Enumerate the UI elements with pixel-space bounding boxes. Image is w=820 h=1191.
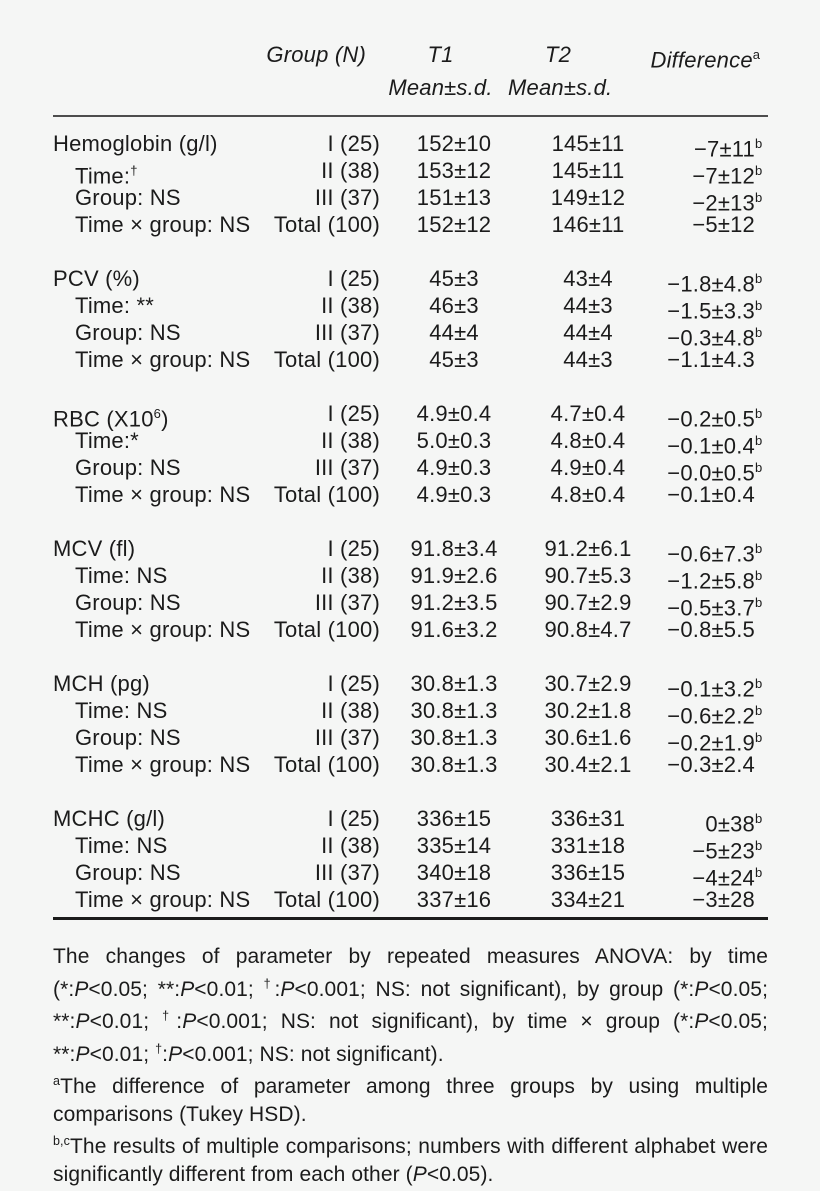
parameter-label-cell: Time × group: NS: [75, 212, 251, 237]
table-row: [53, 805, 768, 837]
t1-mean-sd-cell: 91.8±3.4: [410, 536, 498, 561]
difference-superscript-slot: b: [755, 838, 763, 853]
t2-mean-sd-cell: 331±18: [550, 833, 626, 858]
parameter-label-cell: RBC $(X10^6)$: [53, 406, 169, 432]
table-row: [53, 157, 768, 189]
t2-mean-sd-cell: 149±12: [550, 185, 626, 210]
t2-mean-sd-cell: 44±4: [563, 320, 613, 345]
table-row: [53, 751, 768, 778]
t2-mean-sd-cell: 145±11: [551, 131, 625, 156]
t1-mean-sd-cell: 30.8±1.3: [410, 671, 498, 696]
t1-mean-sd-cell: 4.9±0.3: [416, 455, 492, 480]
group-n-cell: II (38): [321, 293, 380, 318]
parameter-label-cell: Time × group: NS: [75, 347, 251, 372]
group-n-cell: I (25): [327, 131, 380, 156]
difference-superscript-slot: b: [755, 190, 763, 205]
difference-value: −7±11: [694, 136, 755, 162]
group-n-cell: III (37): [314, 320, 380, 345]
footnote-paragraph: The changes of parameter by repeated measures ANOVA: by time (*:P<0.05; **:P<0.01; †:P<0.001; NS: not significant), by group (*:P<0.05; **:P<0.01; †:P<0.001; NS: not significant), by time × group (*:P<0.05; **:P<0.01; †:P<0.001; NS: not significant).: [53, 945, 769, 1066]
t1-mean-sd-cell: 151±13: [416, 185, 492, 210]
difference-header-superscript: a: [752, 47, 760, 62]
difference-value: −1.8±4.8: [667, 271, 755, 297]
table-row: [53, 562, 768, 594]
table-row: [53, 886, 768, 913]
difference-superscript-slot: b: [755, 460, 763, 475]
difference-superscript-slot: b: [755, 865, 763, 880]
difference-value: −1.1±4.3: [667, 347, 755, 372]
table-row: [53, 859, 768, 891]
parameter-label-cell: Time × group: NS: [75, 887, 251, 912]
t2-mean-sd-cell: 336±31: [550, 806, 626, 831]
t2-mean-sd-cell: 334±21: [550, 887, 626, 912]
group-n-cell: III (37): [314, 725, 380, 750]
table-header-row-1: [53, 41, 768, 73]
difference-superscript-slot: b: [755, 298, 763, 313]
parameter-label-cell: MCHC (g/l): [53, 806, 165, 831]
difference-cell: [648, 616, 768, 643]
difference-superscript-slot: b: [755, 271, 763, 286]
table-row: [53, 184, 768, 216]
parameter-section: [53, 400, 768, 508]
table-row: [53, 535, 768, 567]
t1-mean-sd-cell: 45±3: [429, 347, 479, 372]
parameter-label-cell: Hemoglobin (g/l): [53, 131, 218, 156]
t1-mean-sd-cell: 91.9±2.6: [410, 563, 498, 588]
difference-superscript-slot: b: [755, 568, 763, 583]
t2-mean-sd-cell: 91.2±6.1: [544, 536, 632, 561]
difference-superscript-slot: b: [755, 136, 763, 151]
difference-value: −2±13: [692, 190, 755, 216]
difference-value: −0.3±2.4: [667, 752, 755, 777]
difference-header-label: Difference: [650, 47, 753, 73]
difference-value: −0.2±0.5: [667, 406, 755, 432]
difference-superscript-slot: b: [755, 163, 763, 178]
t2-mean-sd-cell: 90.7±2.9: [544, 590, 632, 615]
table-row: [53, 292, 768, 324]
column-header-t1: T1: [427, 42, 454, 67]
group-n-cell: I (25): [327, 536, 380, 561]
difference-value: −0.1±0.4: [667, 433, 755, 459]
parameter-label-cell: Group: NS: [75, 590, 181, 615]
difference-value: 0±38: [705, 811, 755, 837]
parameter-label-cell: Time:*: [75, 428, 139, 453]
t2-mean-sd-cell: 336±15: [550, 860, 626, 885]
parameter-label-cell: Group: NS: [75, 860, 181, 885]
group-n-cell: III (37): [314, 185, 380, 210]
table-row: [53, 481, 768, 508]
parameter-label-cell: Time: NS: [75, 563, 168, 588]
difference-value: −1.2±5.8: [667, 568, 755, 594]
difference-superscript-slot: b: [755, 730, 763, 745]
parameter-label-cell: Time: NS: [75, 698, 168, 723]
t2-mean-sd-cell: 4.8±0.4: [550, 428, 626, 453]
t1-mean-sd-cell: 152±12: [416, 212, 492, 237]
group-n-cell: Total (100): [273, 212, 380, 237]
difference-superscript-slot: b: [755, 811, 763, 826]
group-n-cell: Total (100): [273, 887, 380, 912]
t1-mean-sd-cell: 5.0±0.3: [416, 428, 492, 453]
t2-mean-sd-cell: 4.8±0.4: [550, 482, 626, 507]
parameter-label-cell: MCV (fl): [53, 536, 136, 561]
t1-mean-sd-cell: 4.9±0.4: [416, 401, 492, 426]
t2-mean-sd-cell: 145±11: [551, 158, 625, 183]
group-n-cell: I (25): [327, 266, 380, 291]
difference-cell: [648, 886, 768, 913]
parameter-label-cell: Time: **: [75, 293, 155, 318]
group-n-cell: I (25): [327, 806, 380, 831]
parameter-label-cell: PCV (%): [53, 266, 140, 291]
difference-value: −4±24: [692, 865, 755, 891]
parameter-label-cell: Group: NS: [75, 725, 181, 750]
parameter-section: [53, 535, 768, 643]
group-n-cell: Total (100): [273, 482, 380, 507]
t2-mean-sd-cell: 44±3: [563, 347, 613, 372]
t1-mean-sd-cell: 4.9±0.3: [416, 482, 492, 507]
footnote-paragraph: $^a$The difference of parameter among three groups by using multiple comparisons (Tukey HSD).: [53, 1074, 768, 1126]
table-row: [53, 697, 768, 729]
parameter-label-cell: MCH (pg): [53, 671, 150, 696]
difference-value: −0.6±2.2: [667, 703, 755, 729]
t2-mean-sd-cell: 4.7±0.4: [550, 401, 626, 426]
t2-mean-sd-cell: 43±4: [563, 266, 613, 291]
difference-superscript-slot: b: [755, 433, 763, 448]
table-body: [53, 117, 768, 917]
group-n-cell: II (38): [321, 563, 380, 588]
t1-mean-sd-cell: 46±3: [429, 293, 479, 318]
t1-mean-sd-cell: 44±4: [429, 320, 479, 345]
group-n-cell: I (25): [327, 671, 380, 696]
parameter-label-cell: Group: NS: [75, 455, 181, 480]
group-n-cell: II (38): [321, 833, 380, 858]
column-header-t2: T2: [544, 42, 572, 67]
difference-superscript-slot: b: [755, 406, 763, 421]
group-n-cell: I (25): [327, 401, 380, 426]
group-n-cell: Total (100): [273, 347, 380, 372]
difference-cell: [648, 211, 768, 238]
column-header-group-n: Group (N): [266, 42, 366, 67]
group-n-cell: Total (100): [273, 617, 380, 642]
difference-value: −7±12: [692, 163, 755, 189]
difference-cell: [648, 751, 768, 778]
difference-superscript-slot: b: [755, 541, 763, 556]
difference-value: −0.8±5.5: [667, 617, 755, 642]
t1-mean-sd-cell: 91.6±3.2: [410, 617, 498, 642]
column-subheader-t1-mean-sd: Mean±s.d.: [388, 75, 493, 100]
parameter-section: [53, 130, 768, 238]
footnote-paragraph: $^{b,c}$The results of multiple comparisons; numbers with different alphabet were significantly different from each other (P<0.05).: [53, 1134, 768, 1186]
difference-superscript-slot: b: [755, 325, 763, 340]
table-row: [53, 670, 768, 702]
group-n-cell: II (38): [321, 698, 380, 723]
table-row: [53, 724, 768, 756]
t2-mean-sd-cell: 30.2±1.8: [544, 698, 632, 723]
difference-cell: [648, 346, 768, 373]
table-row: [53, 616, 768, 643]
table-row: [53, 589, 768, 621]
table-row: [53, 346, 768, 373]
table-row: [53, 130, 768, 162]
t2-mean-sd-cell: 90.8±4.7: [544, 617, 632, 642]
t2-mean-sd-cell: 90.7±5.3: [544, 563, 632, 588]
parameter-section: [53, 265, 768, 373]
t2-mean-sd-cell: 146±11: [551, 212, 625, 237]
parameter-label-cell: Time:†: [75, 163, 138, 189]
parameter-label-cell: Time × group: NS: [75, 752, 251, 777]
column-header-parameter-spacer: [53, 41, 223, 74]
parameter-section: [53, 670, 768, 778]
column-header-difference: [608, 41, 768, 74]
t2-mean-sd-cell: 4.9±0.4: [550, 455, 626, 480]
difference-superscript-slot: b: [755, 703, 763, 718]
anova-table-figure: [53, 0, 768, 1188]
table-row: [53, 454, 768, 486]
difference-value: −0.5±3.7: [667, 595, 755, 621]
parameter-label-cell: Group: NS: [75, 185, 181, 210]
difference-value: −0.6±7.3: [667, 541, 755, 567]
group-n-cell: II (38): [321, 428, 380, 453]
group-n-cell: III (37): [314, 860, 380, 885]
table-row: [53, 319, 768, 351]
table-row: [53, 211, 768, 238]
group-n-cell: III (37): [314, 590, 380, 615]
t1-mean-sd-cell: 45±3: [429, 266, 479, 291]
table-row: [53, 832, 768, 864]
parameter-label-cell: Time: NS: [75, 833, 168, 858]
parameter-section: [53, 805, 768, 913]
difference-value: −3±28: [692, 887, 755, 912]
t1-mean-sd-cell: 30.8±1.3: [410, 752, 498, 777]
t1-mean-sd-cell: 30.8±1.3: [410, 698, 498, 723]
group-n-cell: II (38): [321, 158, 380, 183]
t1-mean-sd-cell: 336±15: [416, 806, 492, 831]
t2-mean-sd-cell: 30.4±2.1: [544, 752, 632, 777]
group-n-cell: Total (100): [273, 752, 380, 777]
table-header-row-2: [53, 74, 768, 102]
t2-mean-sd-cell: 30.6±1.6: [544, 725, 632, 750]
difference-value: −0.2±1.9: [667, 730, 755, 756]
t1-mean-sd-cell: 335±14: [416, 833, 492, 858]
difference-superscript-slot: b: [755, 676, 763, 691]
t1-mean-sd-cell: 152±10: [416, 131, 492, 156]
t1-mean-sd-cell: 91.2±3.5: [410, 590, 498, 615]
difference-value: −0.0±0.5: [667, 460, 755, 486]
difference-value: −5±12: [692, 212, 755, 237]
table-header: [53, 41, 768, 102]
t1-mean-sd-cell: 337±16: [416, 887, 492, 912]
difference-cell: [648, 481, 768, 508]
table-footnotes: [53, 920, 768, 1188]
difference-value: −1.5±3.3: [667, 298, 755, 324]
table-row: [53, 427, 768, 459]
column-subheader-t2-mean-sd: Mean±s.d.: [508, 75, 613, 100]
parameter-label-cell: Group: NS: [75, 320, 181, 345]
parameter-label-cell: Time × group: NS: [75, 617, 251, 642]
t1-mean-sd-cell: 340±18: [416, 860, 492, 885]
t2-mean-sd-cell: 30.7±2.9: [544, 671, 632, 696]
difference-value: −0.1±0.4: [667, 482, 755, 507]
difference-value: −0.3±4.8: [667, 325, 755, 351]
t1-mean-sd-cell: 30.8±1.3: [410, 725, 498, 750]
parameter-label-cell: Time × group: NS: [75, 482, 251, 507]
table-row: [53, 400, 768, 432]
group-n-cell: III (37): [314, 455, 380, 480]
difference-value: −0.1±3.2: [667, 676, 755, 702]
t2-mean-sd-cell: 44±3: [563, 293, 613, 318]
difference-value: −5±23: [692, 838, 755, 864]
t1-mean-sd-cell: 153±12: [416, 158, 492, 183]
difference-superscript-slot: b: [755, 595, 763, 610]
table-row: [53, 265, 768, 297]
